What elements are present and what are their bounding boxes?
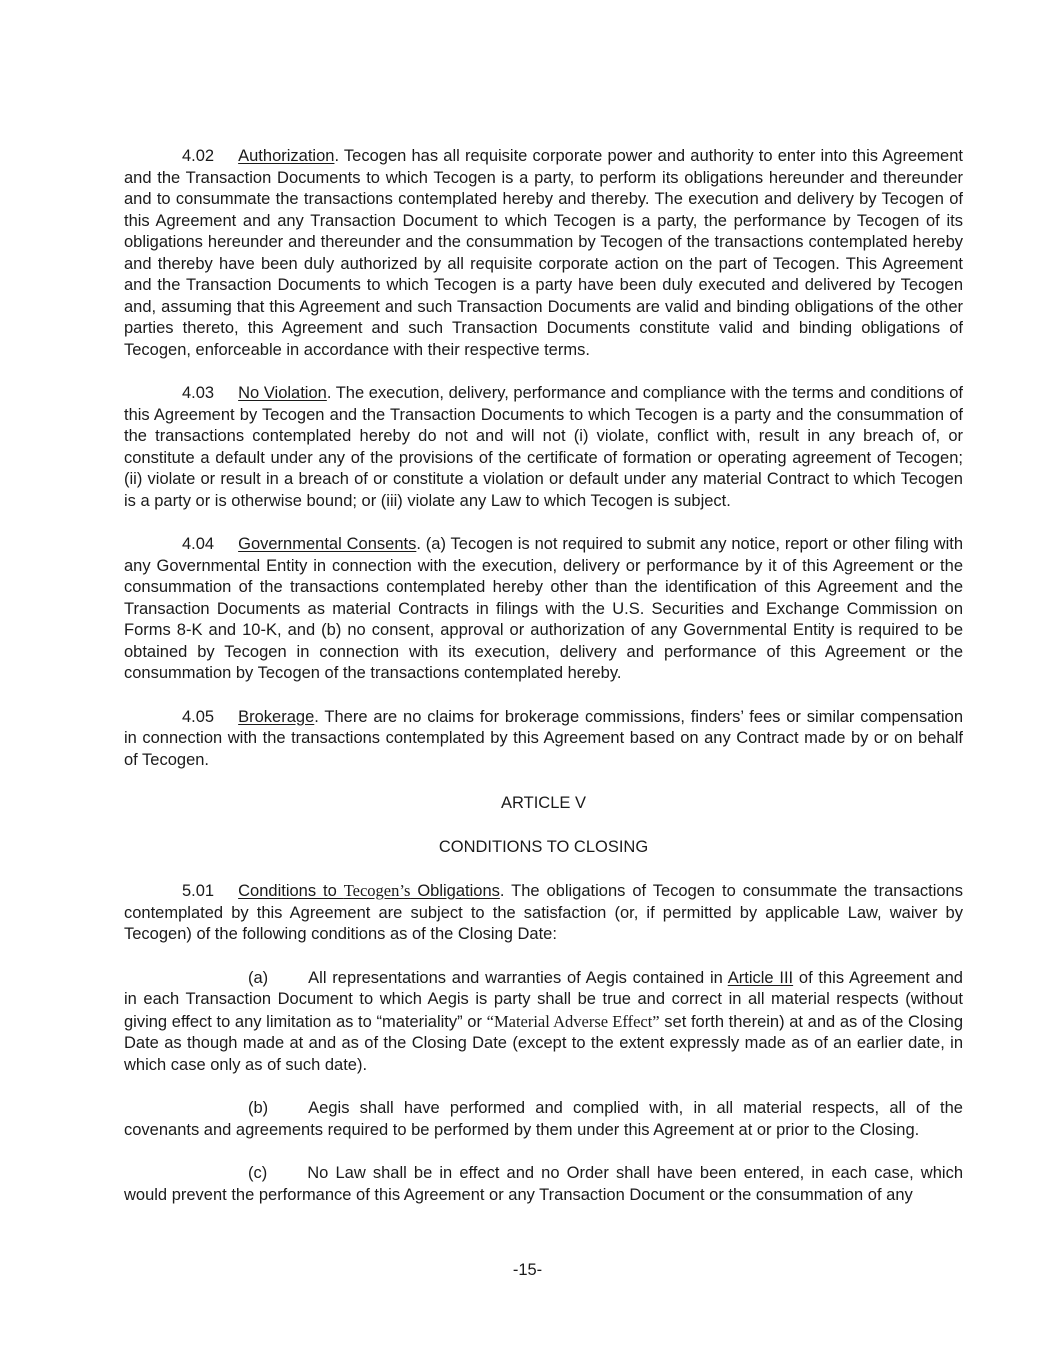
defined-term-serif: “Material Adverse Effect”	[486, 1011, 660, 1031]
section-paragraph-4-05	[124, 707, 963, 772]
section-number: 5.01	[182, 882, 215, 900]
article-iii-reference-underlined: Article III	[727, 968, 794, 987]
section-body-text: . There are no claims for brokerage commissions, finders’ fees or similar compensation in connection with the transactions contemplated by this Agreement based on any Contract made by or on behalf of Tecogen.	[124, 707, 963, 769]
section-number: 4.02	[182, 147, 215, 165]
section-paragraph-5-01	[124, 880, 963, 946]
section-body-text: . (a) Tecogen is not required to submit any notice, report or other filing with any Governmental Entity in connection with the execution, delivery or performance by it of this Agreement or the consummation of the transactions contemplated hereby other than the identification of this Agreement and the Transaction Documents as material Contracts in filings with the U.S. Securities and Exchange Commission on Forms 8-K and 10-K, and (b) no consent, approval or authorization of any Governmental Entity is required to be obtained by Tecogen in connection with its execution, delivery and performance of this Agreement or the consummation by Tecogen of the transactions contemplated hereby.	[124, 535, 963, 682]
subsection-paragraph-c	[124, 1163, 963, 1206]
section-heading-underlined: Authorization	[238, 147, 335, 165]
section-paragraph-4-02	[124, 146, 963, 361]
section-number: 4.05	[182, 707, 215, 726]
subsection-label: (c)	[248, 1164, 268, 1182]
subsection-text: No Law shall be in effect and no Order shall have been entered, in each case, which would prevent the performance of this Agreement or any Transaction Document or the consummation of any	[124, 1164, 963, 1204]
article-v-heading: ARTICLE V	[501, 794, 586, 812]
subsection-paragraph-b	[124, 1098, 963, 1141]
subsection-text: All representations and warranties of Aegis contained in	[308, 968, 728, 987]
page-number: -15-	[512, 1261, 543, 1279]
section-body-text: . Tecogen has all requisite corporate power and authority to enter into this Agreement and the Transaction Documents to which Tecogen is a party, to perform its obligations hereunder and thereunder and to consummate the transactions contemplated hereby and thereby. The execution and delivery by Tecogen of this Agreement and any Transaction Document to which Tecogen is a party, the performance by Tecogen of its obligations hereunder and thereunder and the consummation by Tecogen of the transactions contemplated hereby and thereby have been duly authorized by all requisite corporate action on the part of Tecogen. This Agreement and the Transaction Documents to which Tecogen is a party have been duly executed and delivered by Tecogen and, assuming that this Agreement and such Transaction Documents are valid and binding obligations of the other parties thereto, this Agreement and such Transaction Documents constitute valid and binding obligations of Tecogen, enforceable in accordance with their respective terms.	[124, 147, 963, 359]
heading-text-sans: Conditions to	[238, 882, 344, 900]
document-body	[124, 146, 963, 1228]
subsection-label: (b)	[248, 1099, 269, 1117]
section-body-text: . The obligations of Tecogen to consummate the transactions contemplated by this Agreement are subject to the satisfaction (or, if permitted by applicable Law, waiver by Tecogen) of the following conditions as of the Closing Date:	[124, 882, 963, 943]
heading-text-serif: Tecogen’s	[343, 881, 411, 900]
section-number: 4.04	[182, 535, 215, 553]
section-number: 4.03	[182, 384, 215, 402]
heading-text-sans: Obligations	[410, 882, 500, 900]
conditions-to-closing-heading: CONDITIONS TO CLOSING	[438, 837, 649, 856]
section-heading-underlined: No Violation	[238, 384, 327, 402]
subsection-paragraph-a	[124, 968, 963, 1077]
subsection-label: (a)	[248, 968, 269, 987]
section-paragraph-4-03	[124, 383, 963, 512]
section-heading-underlined: Brokerage	[238, 707, 315, 726]
section-paragraph-4-04	[124, 534, 963, 685]
subsection-text: Aegis shall have performed and complied with, in all material respects, all of the covenants and agreements required to be performed by them under this Agreement at or prior to the Closing.	[124, 1099, 963, 1139]
section-heading-underlined: Governmental Consents	[238, 535, 417, 553]
subsection-text: of this Agreement and in each Transaction Document to which Aegis is party shall be true and correct in all material respects (without giving effect to any limitation as to “materiality” or	[124, 968, 963, 1031]
subsection-text: set forth therein) at and as of the Closing Date as though made at and as of the Closing Date (except to the extent expressly made as of an earlier date, in which case only as of such date).	[124, 1012, 964, 1074]
section-heading-underlined	[238, 882, 500, 900]
section-body-text: . The execution, delivery, performance and compliance with the terms and conditions of this Agreement by Tecogen and the Transaction Documents to which Tecogen is a party and the consummation of the transactions contemplated hereby do not and will not (i) violate, conflict with, result in any breach of, or constitute a default under any of the provisions of the certificate of formation or operating agreement of Tecogen; (ii) violate or result in a breach of or constitute a violation or default under any material Contract to which Tecogen is a party or is otherwise bound; or (iii) violate any Law to which Tecogen is subject.	[124, 384, 963, 510]
